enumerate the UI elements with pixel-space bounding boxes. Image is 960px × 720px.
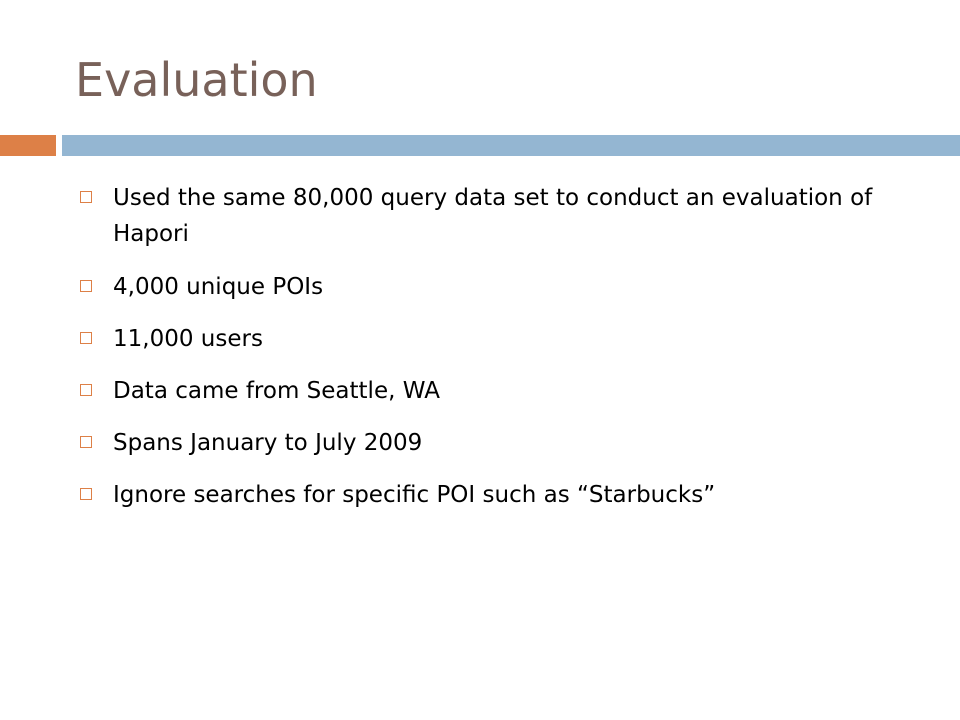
bullet-text: Ignore searches for specific POI such as “Starbucks” xyxy=(113,482,716,508)
bullet-item xyxy=(80,180,920,252)
title-underline-bar xyxy=(62,135,960,156)
slide-title: Evaluation xyxy=(75,53,318,107)
bullet-item xyxy=(80,477,920,513)
bullet-item xyxy=(80,269,920,305)
square-bullet-icon xyxy=(80,384,92,396)
bullet-item xyxy=(80,321,920,357)
bullet-item xyxy=(80,373,920,409)
bullet-text: 11,000 users xyxy=(113,326,263,352)
bullet-text: 4,000 unique POIs xyxy=(113,274,324,300)
square-bullet-icon xyxy=(80,436,92,448)
bullet-item xyxy=(80,425,920,461)
bullet-text: Data came from Seattle, WA xyxy=(113,378,440,404)
bullet-list xyxy=(80,180,920,529)
square-bullet-icon xyxy=(80,332,92,344)
title-accent-bar xyxy=(0,135,56,156)
square-bullet-icon xyxy=(80,191,92,203)
bullet-text: Spans January to July 2009 xyxy=(113,430,423,456)
square-bullet-icon xyxy=(80,280,92,292)
bullet-text: Used the same 80,000 query data set to conduct an evaluation of Hapori xyxy=(113,185,873,247)
square-bullet-icon xyxy=(80,488,92,500)
